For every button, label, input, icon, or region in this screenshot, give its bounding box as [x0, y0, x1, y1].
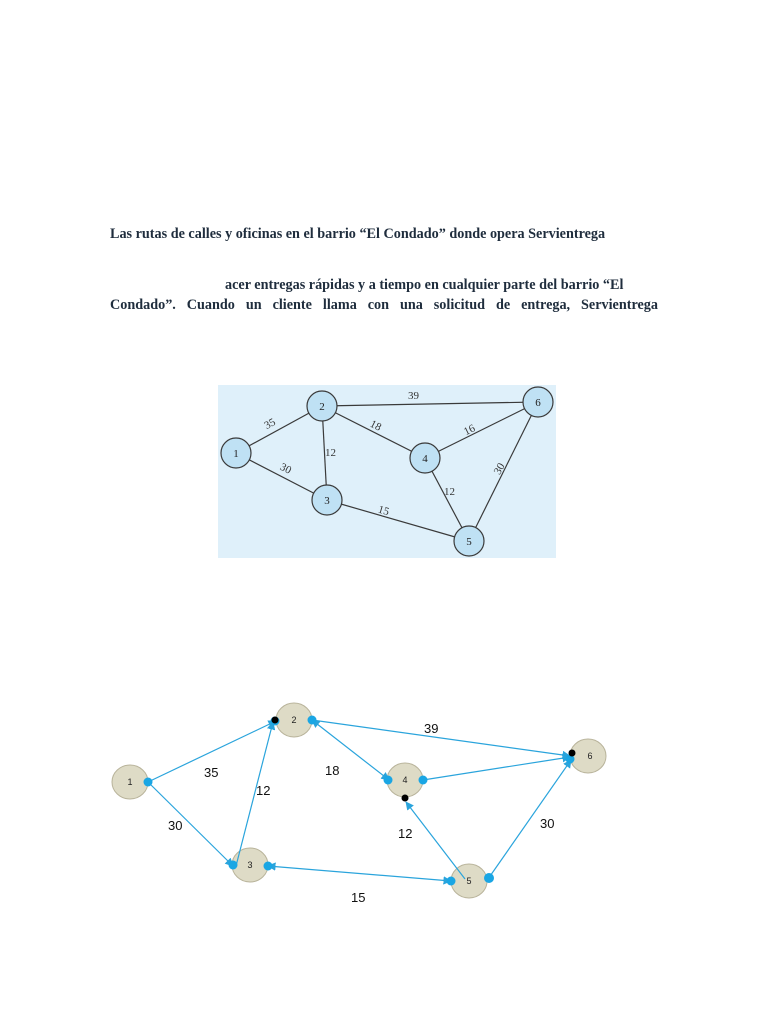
connector-dot	[264, 862, 273, 871]
node-4	[410, 443, 440, 473]
description-line-2: Condado”. Cuando un cliente llama con una solicitud de entrega, Servientrega	[110, 297, 658, 313]
weight-1-3: 30	[277, 460, 294, 477]
node-5	[451, 864, 487, 898]
connector-dot	[447, 877, 456, 886]
node-5-label: 5	[466, 536, 472, 548]
connector-dot	[229, 861, 238, 870]
weight-5-6: 30	[540, 816, 555, 831]
description-line-1: acer entregas rápidas y a tiempo en cualquier parte del barrio “El	[225, 277, 624, 293]
node-2-label: 2	[319, 401, 325, 413]
edge-5-4	[406, 802, 465, 879]
weight-5-4: 12	[398, 826, 413, 841]
weight-4-5: 12	[444, 486, 455, 498]
edge-4-6	[423, 757, 570, 780]
edge-2-6	[322, 402, 538, 406]
node-3-label: 3	[247, 860, 253, 870]
node-2-label: 2	[291, 715, 297, 725]
black-marker	[402, 795, 409, 802]
node-4-label: 4	[422, 453, 428, 465]
node-5-label: 5	[466, 876, 472, 886]
connector-dot	[419, 776, 428, 785]
edge-3-5	[327, 500, 469, 541]
weight-5-6: 30	[491, 461, 508, 477]
black-marker	[272, 717, 279, 724]
edge-2-4	[322, 406, 425, 458]
node-2	[276, 703, 312, 737]
node-6	[523, 387, 553, 417]
weight-5-3: 15	[351, 890, 366, 905]
edge-4-6	[425, 402, 538, 458]
weight-2-4: 18	[367, 417, 384, 434]
weight-2-3: 12	[325, 447, 336, 459]
node-1-label: 1	[127, 777, 133, 787]
node-5	[454, 526, 484, 556]
edge-5-6	[488, 760, 571, 879]
node-1	[221, 438, 251, 468]
intro-text-line: Las rutas de calles y oficinas en el barrio “El Condado” donde opera Servientrega	[110, 226, 606, 242]
weight-3-2: 12	[256, 783, 271, 798]
node-2	[307, 391, 337, 421]
connector-dot	[144, 778, 153, 787]
weight-1-3: 30	[168, 818, 183, 833]
node-3	[312, 485, 342, 515]
weight-1-2: 35	[204, 765, 219, 780]
connector-dot	[384, 776, 393, 785]
node-6	[570, 739, 606, 773]
node-1-label: 1	[233, 448, 239, 460]
weight-3-5: 15	[376, 503, 391, 519]
black-marker	[569, 750, 576, 757]
weight-2-6: 39	[424, 721, 439, 736]
edge-5-3	[268, 866, 451, 881]
node-4-label: 4	[402, 775, 408, 785]
node-6-label: 6	[535, 397, 541, 409]
node-6-label: 6	[587, 751, 593, 761]
node-3-label: 3	[324, 495, 330, 507]
edge-1-3	[148, 782, 233, 866]
network-diagram-directed	[100, 690, 620, 920]
connector-dot	[308, 716, 317, 725]
weight-2-6: 39	[408, 390, 419, 402]
node-1	[112, 765, 148, 799]
connector-dot	[484, 873, 494, 883]
weight-1-2: 35	[262, 416, 278, 432]
description-paragraph	[110, 275, 658, 315]
weight-4-6: 16	[461, 422, 478, 439]
network-diagram-original	[218, 385, 556, 558]
weight-2-4: 18	[325, 763, 340, 778]
